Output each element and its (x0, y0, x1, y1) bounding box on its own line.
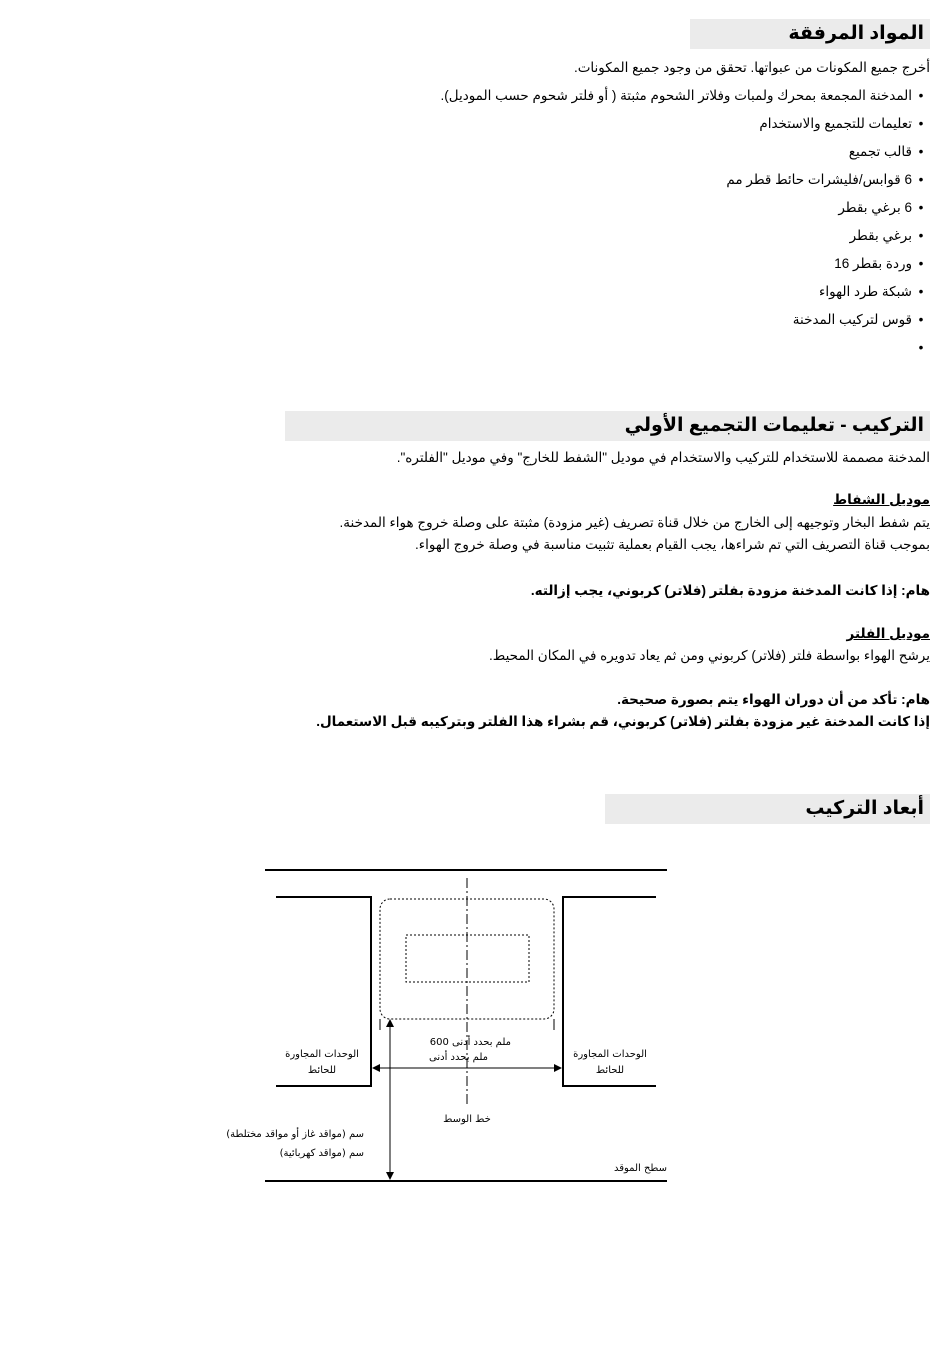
model-filter-title: موديل الفلتر (846, 626, 930, 641)
installation-intro: المدخنة مصممة للاستخدام للتركيب والاستخدام في موديل "الشفط للخارج" وفي موديل "الفلتره". (396, 450, 930, 465)
important-note-carbon-filter: إذا كانت المدخنة غير مزودة بفلتر (فلاتر) كربوني، قم بشراء هذا الفلتر وبتركيبه قبل الاستعمال. (316, 714, 930, 729)
unpack-instruction: أخرج جميع المكونات من عبواتها. تحقق من وجود جميع المكونات. (573, 60, 930, 75)
list-item: • المدخنة المجمعة بمحرك ولمبات وفلاتر الشحوم مثبتة ( أو فلتر شحوم حسب الموديل). (440, 82, 930, 110)
list-item: • قوس لتركيب المدخنة (440, 306, 930, 334)
right-unit-label: الوحدات المجاورة (573, 1049, 647, 1060)
list-item: • 6 قوابس/فليشرات حائط قطر مم (440, 166, 930, 194)
important-note-extraction: هام: إذا كانت المدخنة مزودة بفلتر (فلاتر) كربوني، يجب إزالته. (530, 583, 930, 598)
centerline-label: خط الوسط (443, 1114, 491, 1125)
model-extraction-title: موديل الشفاط (833, 492, 930, 507)
list-item: • شبكة طرد الهواء (440, 278, 930, 306)
height-label-gas: سم (مواقد غاز أو مواقد مختلطة) (226, 1129, 364, 1140)
section-heading-included-materials: المواد المرفقة (690, 19, 930, 49)
left-unit-label: الوحدات المجاورة (285, 1049, 359, 1060)
right-unit-label: للحائط (595, 1065, 625, 1076)
section-heading-installation-dimensions: أبعاد التركيب (605, 794, 930, 824)
model-extraction-text-1: يتم شفط البخار وتوجيهه إلى الخارج من خلال قناة تصريف (غير مزودة) مثبتة على وصلة خروج هواء المدخنة. (339, 515, 930, 530)
height-label-electric: سم (مواقد كهربائية) (279, 1148, 364, 1159)
left-unit-label: للحائط (307, 1065, 337, 1076)
list-item: • وردة بقطر 16 (440, 250, 930, 278)
section-heading-installation: التركيب - تعليمات التجميع الأولي (285, 411, 930, 441)
min-width-label: 600 ملم بحدد أدنى (429, 1037, 511, 1048)
list-item: • قالب تجميع (440, 138, 930, 166)
model-filter-text: يرشح الهواء بواسطة فلتر (فلاتر) كربوني ومن ثم يعاد تدويره في المكان المحيط. (489, 648, 930, 663)
min-width-label: ملم بحدد أدنى (429, 1052, 488, 1063)
hob-surface-label: سطح الموقد (613, 1163, 667, 1174)
list-item: • تعليمات للتجميع والاستخدام (440, 110, 930, 138)
model-extraction-text-2: بموجب قناة التصريف التي تم شراءها، يجب القيام بعملية تثبيت مناسبة في وصلة خروج الهواء. (415, 537, 930, 552)
list-item: • 6 برغي بقطر (440, 194, 930, 222)
list-item: • برغي بقطر (440, 222, 930, 250)
important-note-airflow: هام: تأكد من أن دوران الهواء يتم بصورة صحيحة. (617, 692, 930, 707)
